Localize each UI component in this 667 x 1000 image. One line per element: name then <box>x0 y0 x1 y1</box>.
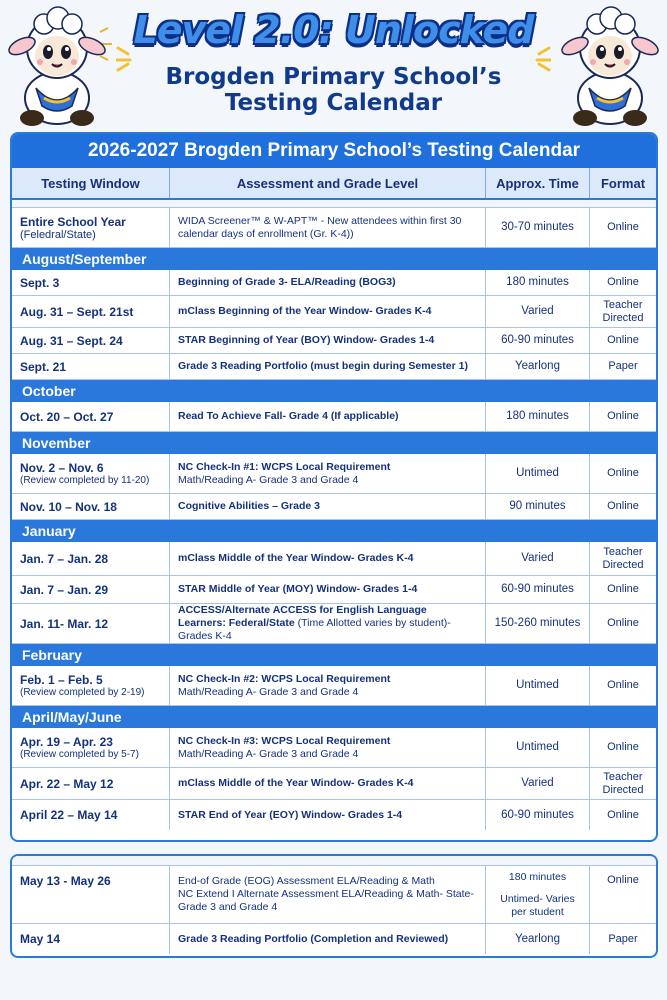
time-cell: 90 minutes <box>486 494 590 519</box>
assessment-title: NC Check-In #2: WCPS Local Requirement <box>178 672 391 685</box>
sparkle-icon <box>116 44 134 74</box>
assessment-cell: mClass Middle of the Year Window- Grades K-4 <box>170 768 486 799</box>
end-of-year-table <box>10 854 658 958</box>
format-cell: Online <box>607 679 639 691</box>
calendar-table <box>10 132 658 842</box>
assessment-cell: Cognitive Abilities – Grade 3 <box>170 494 486 519</box>
table-header-row <box>12 168 656 200</box>
window-cell: Feb. 1 – Feb. 5 <box>20 673 103 687</box>
table-row <box>12 924 656 954</box>
time-cell: 180 minutes <box>486 402 590 431</box>
time-cell: Varied <box>486 768 590 799</box>
table-row <box>12 402 656 432</box>
banner-title: Level 2.0: Unlocked <box>133 8 534 52</box>
assessment-cell: Beginning of Grade 3- ELA/Reading (BOG3) <box>170 270 486 295</box>
section-header-apr-may-jun: April/May/June <box>12 706 656 728</box>
window-cell: Oct. 20 – Oct. 27 <box>12 402 170 431</box>
assessment-detail: Math/Reading A- Grade 3 and Grade 4 <box>178 473 359 486</box>
time-cell: 60-90 minutes <box>486 800 590 830</box>
table-row <box>12 542 656 576</box>
window-cell: Apr. 19 – Apr. 23 <box>20 735 113 749</box>
format-cell: Teacher Directed <box>602 770 644 796</box>
assessment-cell: STAR End of Year (EOY) Window- Grades 1-4 <box>170 800 486 830</box>
assessment-cell: Read To Achieve Fall- Grade 4 (If applicable) <box>170 402 486 431</box>
table-spacer <box>12 856 656 866</box>
table-spacer <box>12 200 656 208</box>
window-cell: Aug. 31 – Sept. 21st <box>12 296 170 327</box>
assessment-detail: Math/Reading A- Grade 3 and Grade 4 <box>178 685 359 698</box>
time-cell: 150-260 minutes <box>486 604 590 643</box>
table-row <box>12 604 656 644</box>
table-row <box>12 666 656 706</box>
time-cell: 60-90 minutes <box>486 576 590 603</box>
section-header-aug-sep: August/September <box>12 248 656 270</box>
assessment-cell-2: NC Extend I Alternate Assessment ELA/Reading & Math- State-Grade 3 and Grade 4 <box>178 888 474 913</box>
assessment-cell: STAR Beginning of Year (BOY) Window- Grades 1-4 <box>170 328 486 353</box>
table-row <box>12 728 656 768</box>
window-cell: Sept. 3 <box>12 270 170 295</box>
window-cell: Entire School Year <box>20 214 126 229</box>
format-cell: Online <box>607 741 639 753</box>
time-cell: Yearlong <box>486 354 590 379</box>
window-cell: Apr. 22 – May 12 <box>12 768 170 799</box>
header-banner <box>0 0 667 130</box>
window-cell: Nov. 10 – Nov. 18 <box>12 494 170 519</box>
table-row <box>12 768 656 800</box>
sparkle-icon <box>533 44 551 74</box>
time-cell: 180 minutes <box>508 870 567 883</box>
time-cell: Varied <box>486 296 590 327</box>
format-cell: Online <box>607 276 639 288</box>
window-cell: Nov. 2 – Nov. 6 <box>20 461 104 475</box>
format-cell: Teacher Directed <box>602 298 644 324</box>
lamb-mascot-icon <box>553 2 665 128</box>
assessment-cell: End-of Grade (EOG) Assessment ELA/Reading & Math <box>178 875 435 887</box>
window-note: (Review completed by 2-19) <box>20 687 145 698</box>
format-cell: Online <box>607 410 639 422</box>
section-header-jan: January <box>12 520 656 542</box>
time-cell: 30-70 minutes <box>486 208 590 247</box>
banner-subtitle-line1: Brogden Primary School’s <box>165 64 502 90</box>
format-cell: Paper <box>608 360 638 372</box>
time-cell: Untimed <box>486 454 590 493</box>
table-row <box>12 866 656 924</box>
assessment-cell: STAR Middle of Year (MOY) Window- Grades 1-4 <box>170 576 486 603</box>
time-cell: Yearlong <box>486 924 590 954</box>
time-cell: 180 minutes <box>486 270 590 295</box>
window-cell: Sept. 21 <box>12 354 170 379</box>
time-cell: Varied <box>486 542 590 575</box>
section-header-feb: February <box>12 644 656 666</box>
lamb-mascot-icon <box>2 2 114 128</box>
assessment-detail: Math/Reading A- Grade 3 and Grade 4 <box>178 747 359 760</box>
assessment-cell: WIDA Screener™ & W-APT™ - New attendees within first 30 calendar days of enrollment (Gr. K-4)) <box>170 208 486 247</box>
time-cell-2: Untimed- Varies per student <box>500 892 575 918</box>
format-cell: Online <box>607 617 639 629</box>
col-header-window: Testing Window <box>12 168 170 198</box>
col-header-time: Approx. Time <box>486 168 590 198</box>
assessment-cell: Grade 3 Reading Portfolio (must begin during Semester 1) <box>170 354 486 379</box>
section-header-oct: October <box>12 380 656 402</box>
time-cell: Untimed <box>486 728 590 767</box>
format-cell: Online <box>607 874 639 886</box>
time-cell: 60-90 minutes <box>486 328 590 353</box>
table-row <box>12 208 656 248</box>
assessment-cell: mClass Beginning of the Year Window- Grades K-4 <box>170 296 486 327</box>
table-row <box>12 328 656 354</box>
banner-subtitle <box>110 64 557 116</box>
format-cell: Online <box>607 808 639 821</box>
assessment-detail: (Time Allotted varies by student)- Grades K-4 <box>178 617 451 642</box>
assessment-cell: Grade 3 Reading Portfolio (Completion and Reviewed) <box>170 924 486 954</box>
window-note: (Review completed by 11-20) <box>20 475 150 486</box>
window-note: (Review completed by 5-7) <box>20 749 139 760</box>
format-cell: Online <box>607 500 639 512</box>
table-title: 2026-2027 Brogden Primary School’s Testing Calendar <box>12 134 656 168</box>
table-row <box>12 270 656 296</box>
col-header-assessment: Assessment and Grade Level <box>170 168 486 198</box>
section-header-nov: November <box>12 432 656 454</box>
window-cell: Jan. 7 – Jan. 29 <box>12 576 170 603</box>
table-row <box>12 800 656 830</box>
banner-subtitle-line2: Testing Calendar <box>224 90 443 116</box>
format-cell: Online <box>607 221 639 233</box>
window-cell: May 13 - May 26 <box>12 866 170 923</box>
window-cell: Aug. 31 – Sept. 24 <box>12 328 170 353</box>
window-cell: May 14 <box>12 924 170 954</box>
window-cell: April 22 – May 14 <box>12 800 170 830</box>
format-cell: Paper <box>608 932 638 945</box>
table-row <box>12 494 656 520</box>
window-cell: Jan. 7 – Jan. 28 <box>12 542 170 575</box>
time-cell: Untimed <box>486 666 590 705</box>
window-cell: Jan. 11- Mar. 12 <box>12 604 170 643</box>
assessment-cell: mClass Middle of the Year Window- Grades K-4 <box>170 542 486 575</box>
format-cell: Online <box>607 334 639 346</box>
format-cell: Online <box>607 583 639 595</box>
format-cell: Teacher Directed <box>602 545 644 571</box>
table-row <box>12 576 656 604</box>
format-cell: Online <box>607 467 639 479</box>
table-row <box>12 296 656 328</box>
assessment-title: ACCESS/Alternate ACCESS for English Language Learners: Federal/State <box>178 604 427 629</box>
window-note: (Feledral/State) <box>20 228 96 241</box>
assessment-title: NC Check-In #3: WCPS Local Requirement <box>178 734 391 747</box>
assessment-title: NC Check-In #1: WCPS Local Requirement <box>178 460 391 473</box>
table-row <box>12 454 656 494</box>
table-row <box>12 354 656 380</box>
col-header-format: Format <box>600 175 646 191</box>
